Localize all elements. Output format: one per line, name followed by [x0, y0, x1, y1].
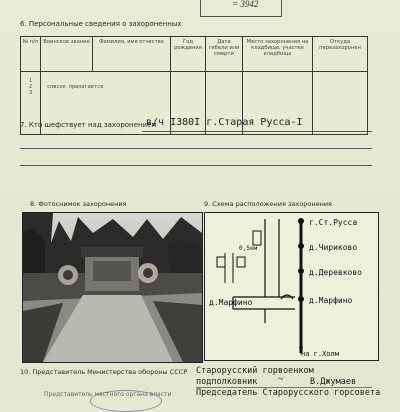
- map-label-city: г.Ст.Русса: [309, 218, 358, 227]
- section7-label: 7. Кто шефствует над захоронением: [20, 121, 157, 129]
- col-header-rank: Воинское звание: [41, 37, 93, 72]
- underline: [20, 148, 372, 149]
- memorial-photo: [22, 212, 203, 363]
- signature-mark: ~: [278, 374, 284, 385]
- section6-title: 6. Персональные сведения о захороненных: [20, 20, 182, 28]
- burial-location-map: [204, 212, 379, 361]
- row-number: 1: [28, 78, 33, 84]
- col-header-number: № п/п: [21, 37, 41, 72]
- officer-name: В.Джумаев: [310, 377, 357, 387]
- section8-label: 8. Фотоснимок захоронения: [30, 200, 127, 208]
- record-number: = 3942: [232, 0, 259, 9]
- empty-cell: [313, 72, 368, 135]
- col-header-birth-year: Год рождения: [171, 37, 206, 72]
- stamp-caption: Представитель местного органа власти: [44, 391, 172, 398]
- map-label-village1: д.Чириково: [309, 243, 358, 252]
- col-header-burial-place: Место захоронения на кладбище, участке кладбища: [243, 37, 313, 72]
- section10-label: 10. Представитель Министерства обороны СССР: [20, 368, 188, 376]
- row-number: 2: [28, 84, 33, 90]
- col-header-name: Фамилия, имя отчество: [93, 37, 171, 72]
- section9-label: 9. Схема расположения захоронения: [204, 200, 332, 208]
- col-header-reburied-from: Откуда перезахоронен: [313, 37, 368, 72]
- council-chair: Председатель Старорусского горсовета: [196, 388, 381, 398]
- location-scheme: [205, 213, 378, 360]
- underline: [20, 165, 372, 166]
- office-title: Старорусский горвоенком: [196, 366, 314, 376]
- underline: [142, 131, 372, 132]
- table-header-row: [21, 37, 368, 72]
- underline: [196, 387, 372, 388]
- col-header-death-date: Дата гибели или смерти: [206, 37, 243, 72]
- memorial-photo-image: [23, 213, 202, 362]
- list-text: список прилагается: [41, 72, 171, 135]
- row-number: 3: [28, 90, 33, 96]
- map-label-road: на г.Холм: [301, 350, 339, 358]
- map-label-village3: д.Марфино: [309, 296, 353, 305]
- section7-value: в/ч I380I г.Старая Русса-I: [146, 117, 303, 128]
- map-label-village2: д.Деревково: [309, 268, 362, 277]
- map-label-village3-left: д.Марфино: [209, 298, 253, 307]
- map-label-distance: 0,5км: [239, 245, 258, 252]
- officer-rank: подполковник: [196, 377, 258, 387]
